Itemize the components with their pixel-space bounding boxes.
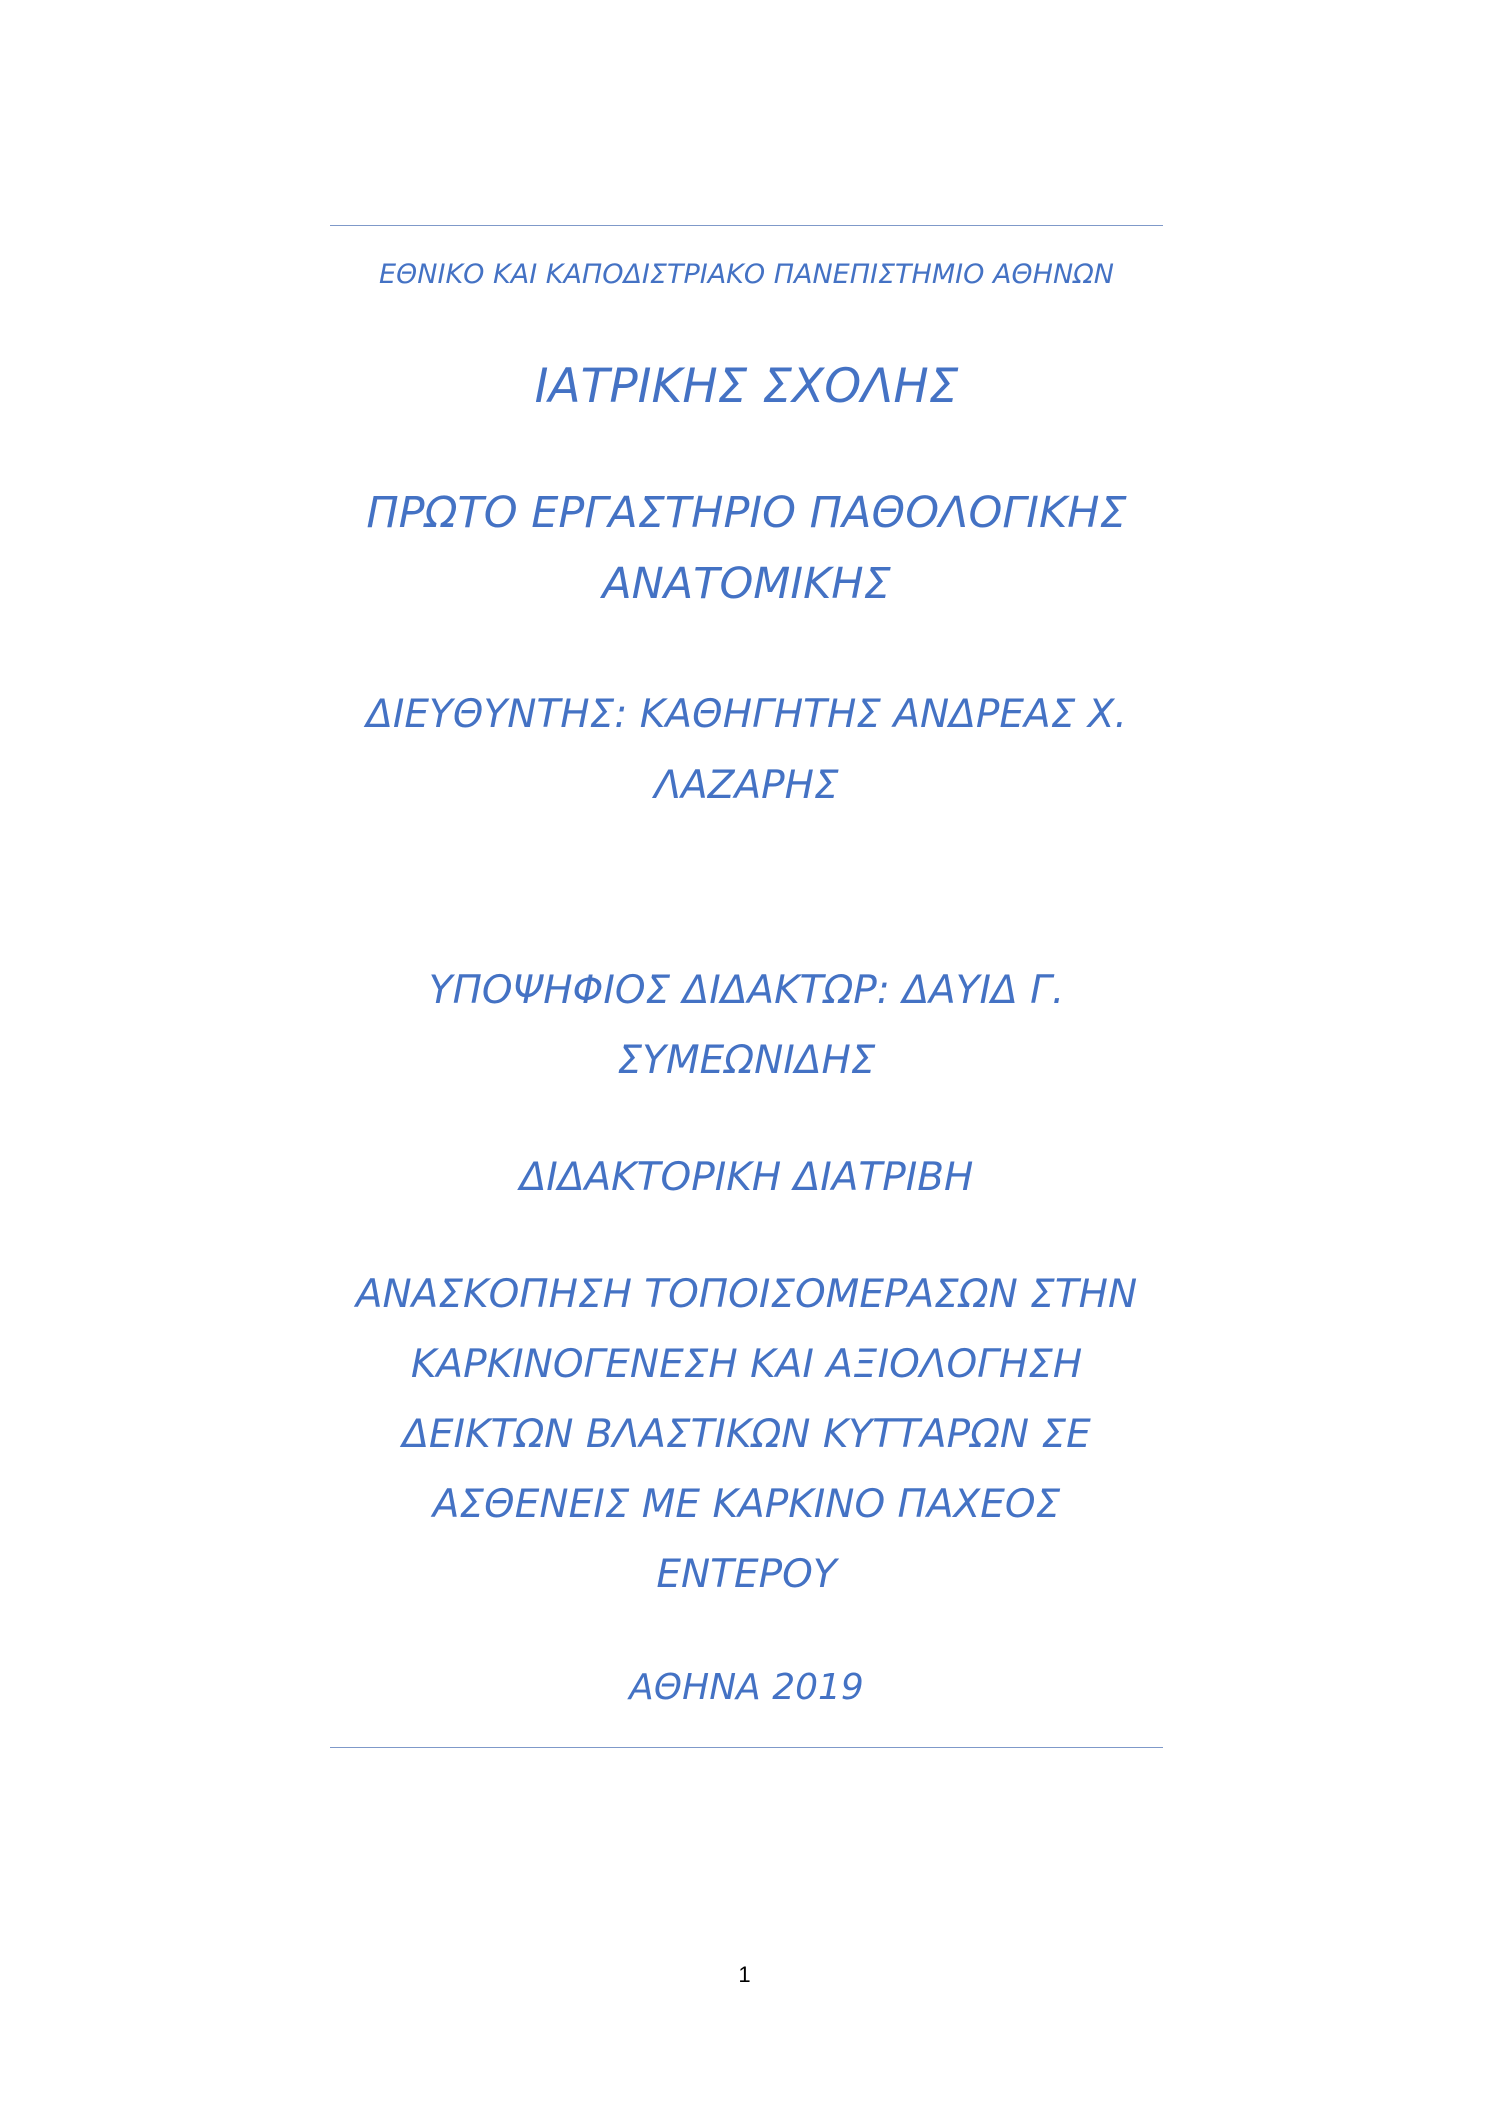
city-year-text: ΑΘΗΝΑ 2019 [629,1667,864,1708]
school-name [330,355,1163,419]
school-name-text: ΙΑΤΡΙΚΗΣ ΣΧΟΛΗΣ [534,359,959,414]
thesis-title [330,1260,1163,1610]
thesis-title-line: ΑΝΑΣΚΟΠΗΣΗ ΤΟΠΟΙΣΟΜΕΡΑΣΩΝ ΣΤΗΝ [355,1272,1138,1317]
director-line: ΛΑΖΑΡΗΣ [654,763,839,808]
director-line: ΔΙΕΥΘΥΝΤΗΣ: ΚΑΘΗΓΗΤΗΣ ΑΝΔΡΕΑΣ Χ. [366,692,1127,737]
page-number: 1 [738,1962,751,1987]
thesis-title-line: ΑΣΘΕΝΕΙΣ ΜΕ ΚΑΡΚΙΝΟ ΠΑΧΕΟΣ [432,1482,1061,1527]
laboratory-name [330,478,1163,620]
thesis-title-line: ΕΝΤΕΡΟΥ [656,1552,837,1597]
director [330,679,1163,821]
thesis-title-line: ΚΑΡΚΙΝΟΓΕΝΕΣΗ ΚΑΙ ΑΞΙΟΛΟΓΗΣΗ [410,1342,1083,1387]
university-name-text: ΕΘΝΙΚΟ ΚΑΙ ΚΑΠΟΔΙΣΤΡΙΑΚΟ ΠΑΝΕΠΙΣΤΗΜΙΟ ΑΘΗΝΩΝ [379,259,1114,290]
thesis-type-text: ΔΙΔΑΚΤΟΡΙΚΗ ΔΙΑΤΡΙΒΗ [519,1155,974,1200]
candidate-line: ΥΠΟΨΗΦΙΟΣ ΔΙΔΑΚΤΩΡ: ΔΑΥΙΔ Γ. [428,968,1065,1013]
university-name [330,255,1163,295]
laboratory-line: ΑΝΑΤΟΜΙΚΗΣ [602,559,891,609]
top-divider [330,225,1163,226]
bottom-divider [330,1747,1163,1748]
thesis-type [330,1146,1163,1210]
thesis-title-line: ΔΕΙΚΤΩΝ ΒΛΑΣΤΙΚΩΝ ΚΥΤΤΑΡΩΝ ΣΕ [402,1412,1091,1457]
laboratory-line: ΠΡΩΤΟ ΕΡΓΑΣΤΗΡΙΟ ΠΑΘΟΛΟΓΙΚΗΣ [366,488,1127,538]
doctoral-candidate [330,956,1163,1096]
candidate-line: ΣΥΜΕΩΝΙΔΗΣ [617,1038,876,1083]
city-and-year [330,1658,1163,1718]
